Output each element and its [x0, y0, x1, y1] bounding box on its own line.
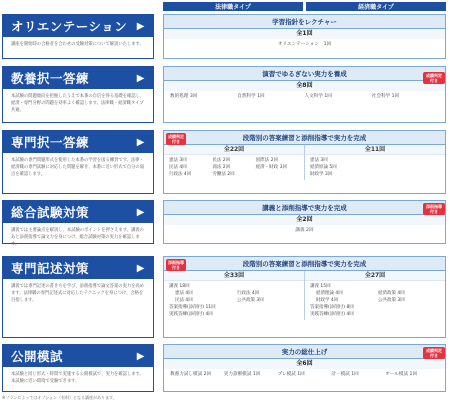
panel-count: 全1回 — [164, 29, 445, 39]
status-badge: 添削指導付き — [168, 260, 184, 270]
section-title: 総合試験対策 — [11, 205, 90, 220]
grid-cell: 行政法 4回 — [237, 291, 260, 296]
chevron-right-icon: ▶ — [136, 136, 145, 148]
panel-orientation — [163, 14, 446, 59]
chevron-right-icon: ▶ — [136, 262, 145, 274]
panel-title: 学習指針をレクチャー — [164, 15, 445, 29]
grid-cell: 講義 18回 — [169, 284, 190, 289]
section-desc: 講義では専門記述の書き方を学び、添削指導で論文答案の実力を高めます。法律職の専門記述式に対応したテクニックを身につけ、合格を目指します。 — [11, 284, 145, 303]
status-badge: 成績判定付き — [423, 347, 445, 359]
section-desc: 本試験の専門問題形式を使用した本番の学習を図る練習です。法律・経済職の専門試験に対応した問題を解き、本番に近い形式で自分の弱点を確認します。 — [11, 158, 145, 177]
column-header-econ: 経済職タイプ — [306, 2, 446, 11]
section-sogo — [2, 200, 154, 247]
status-badge: 添削指導付き — [423, 203, 445, 215]
panel-item: 教養力試し模試 2回 — [170, 372, 212, 377]
grid-cell: 財政学 4回 — [316, 298, 339, 303]
grid-cell: 財政学 3回 — [310, 172, 333, 177]
grid-cell: 民法 2回 — [212, 158, 231, 163]
section-title: 公開模試 — [11, 349, 64, 364]
panel-kijutsu — [163, 256, 446, 338]
panel-senmon — [163, 130, 446, 194]
panel-item: オール模試 1回 — [385, 372, 418, 377]
status-badge: 成績判定付き — [168, 134, 184, 144]
panel-title: 演習でゆるぎない実力を養成 — [164, 67, 445, 81]
section-title: 専門択一答練 — [11, 135, 90, 150]
section-desc: 講座を開始時の合格者を合わせの受験対策について解説いたします。 — [11, 42, 144, 47]
grid-cell: 行政法 4回 — [169, 172, 192, 177]
grid-cell — [256, 171, 299, 178]
grid-cell: 経済・財政 3回 — [255, 165, 287, 170]
panel-count: 全8回 — [164, 81, 445, 91]
grid-cell: 経済理論 4回 — [316, 291, 343, 296]
panel-item: 自然科学 1回 — [237, 94, 265, 99]
footnote: ※プランによってはオプション（有料）となる講座があります。 — [2, 395, 117, 400]
grid-cell: 答案指導(添削付) 11回 — [169, 305, 216, 310]
panel-count: 全6回 — [164, 359, 445, 369]
grid-cell: 国際法 2回 — [255, 158, 278, 163]
grid-cell: 民法 4回 — [175, 298, 193, 303]
column-header-law: 法律職タイプ — [163, 2, 303, 11]
grid-cell: 労働法 2回 — [212, 172, 235, 177]
grid-cell: 実践答練(添削付) 4回 — [169, 312, 213, 317]
panel-kyoyo — [163, 66, 446, 123]
section-title: 教養択一答練 — [11, 71, 90, 86]
section-kyoyo — [2, 66, 154, 123]
panel-item: 講義 2回 — [295, 228, 314, 233]
section-title: 専門記述対策 — [11, 261, 90, 276]
panel-title: 段階別の答案練習と添削指導で実力を完成 — [164, 257, 445, 271]
panel-moshi — [163, 344, 446, 392]
grid-cell: 公共政策 3回 — [378, 298, 405, 303]
panel-item: 社会科学 1回 — [371, 94, 400, 99]
grid-cell: 答案指導(添削付) 8回 — [310, 305, 354, 310]
panel-item: プレ模試 1回 — [277, 372, 305, 377]
section-orientation — [2, 14, 154, 59]
panel-item: 人文科学 1回 — [304, 94, 332, 99]
panel-title: 実力の総仕上げ — [164, 345, 445, 359]
panel-count: 全33回 — [164, 271, 304, 281]
grid-cell: 憲法 3回 — [169, 158, 187, 163]
panel-count: 全11回 — [305, 145, 445, 155]
panel-count: 全2回 — [164, 215, 445, 225]
section-title: オリエンテーション — [11, 19, 128, 34]
grid-cell: 経済原論 5回 — [310, 165, 337, 170]
panel-item: 数的処理 3回 — [170, 94, 198, 99]
status-badge: 成績判定付き — [423, 72, 445, 84]
grid-cell: 経済政策 4回 — [378, 291, 405, 296]
grid-cell: 公共政策 3回 — [237, 298, 264, 303]
grid-cell: 実践答練(添削付) 4回 — [310, 312, 354, 317]
panel-title: 講義と添削指導で実力を完成 — [164, 201, 445, 215]
panel-title: 段階別の答案練習と添削指導で実力を完成 — [164, 131, 445, 145]
panel-count: 全27回 — [305, 271, 445, 281]
section-senmon — [2, 130, 154, 194]
grid-cell: 講義 15回 — [310, 284, 331, 289]
chevron-right-icon: ▶ — [136, 72, 145, 84]
grid-cell: 憲法 4回 — [175, 291, 193, 296]
panel-sogo — [163, 200, 446, 244]
panel-item: オリエンテーション 1回 — [277, 42, 332, 47]
panel-item: 実力診断模試 1回 — [223, 372, 261, 377]
chevron-right-icon: ▶ — [136, 206, 145, 218]
panel-item: 計一模試 1回 — [331, 372, 359, 377]
section-desc: 本試験の問題傾向を把握したうえで本番の自信を得る基礎を確認し、経済・専門分野の問題を効率よく確認します。法律職・経済職タイプ共通。 — [11, 94, 145, 113]
grid-cell: 民法 4回 — [169, 165, 187, 170]
section-desc: 本試験と同じ形式・時間で実施する公開模試で、実力を確認します。本試験に近い環境で受験できます。 — [11, 372, 144, 384]
section-moshi — [2, 344, 154, 392]
grid-cell: 憲法 3回 — [310, 158, 328, 163]
panel-count: 全22回 — [164, 145, 304, 155]
section-kijutsu — [2, 256, 154, 338]
chevron-right-icon: ▶ — [136, 350, 145, 362]
section-desc: 講義では主要論点を解説し、本試験のポイントを押さえます。講義のあと添削指導で論文力を身につけ、総合試験対策の実力を確認します。 — [11, 228, 144, 247]
grid-cell: 商法 2回 — [212, 165, 231, 170]
chevron-right-icon: ▶ — [136, 20, 145, 32]
